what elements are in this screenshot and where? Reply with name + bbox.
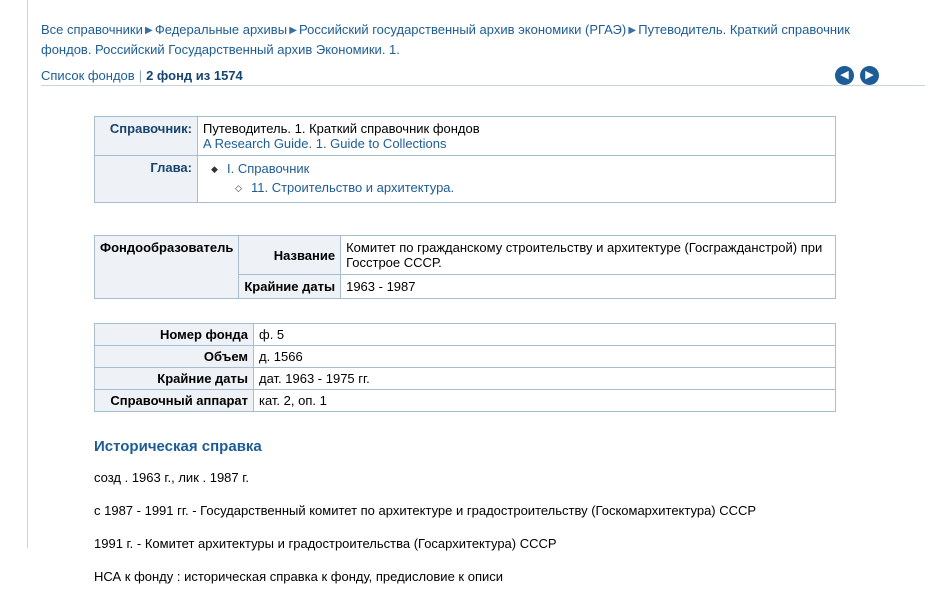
fund-volume-label: Объем xyxy=(95,346,254,368)
founder-name-value: Комитет по гражданскому строительству и архитектуре (Госгражданстрой) при Госстрое СССР. xyxy=(341,236,836,275)
subheader xyxy=(41,68,925,94)
record-navigation xyxy=(829,66,879,85)
historical-note-paragraph: созд . 1963 г., лик . 1987 г. xyxy=(94,470,250,485)
subheader-divider: | xyxy=(138,68,143,83)
table-row xyxy=(95,117,836,156)
chapter-list xyxy=(203,160,830,198)
next-record-icon[interactable]: ▶ xyxy=(860,66,879,85)
chapter-label: Глава: xyxy=(95,156,198,203)
header-divider xyxy=(41,85,925,86)
prev-record-icon[interactable]: ◀ xyxy=(835,66,854,85)
founder-table xyxy=(94,235,836,299)
fund-apparatus-value: кат. 2, оп. 1 xyxy=(254,390,836,412)
breadcrumb-separator-icon: ▶ xyxy=(289,25,297,36)
table-row xyxy=(95,390,836,412)
chapter-level2-link[interactable]: 11. Строительство и архитектура. xyxy=(251,180,455,195)
table-row xyxy=(95,324,836,346)
subheader-text xyxy=(41,68,925,83)
chapter-level1-link[interactable]: I. Справочник xyxy=(227,161,310,176)
fund-properties-section xyxy=(94,323,925,412)
handbook-label: Справочник: xyxy=(95,117,198,156)
fund-dates-label: Крайние даты xyxy=(95,368,254,390)
handbook-title-en-link[interactable]: A Research Guide. 1. Guide to Collections xyxy=(203,136,447,151)
breadcrumb xyxy=(41,0,861,59)
historical-note-title: Историческая справка xyxy=(94,438,262,455)
fund-apparatus-label: Справочный аппарат xyxy=(95,390,254,412)
breadcrumb-item-rgae[interactable]: Российский государственный архив экономики (РГАЭ) xyxy=(299,22,627,37)
founder-dates-value: 1963 - 1987 xyxy=(341,275,836,299)
breadcrumb-item-all-guides[interactable]: Все справочники xyxy=(41,22,143,37)
breadcrumb-separator-icon: ▶ xyxy=(628,25,637,36)
fund-volume-value: д. 1566 xyxy=(254,346,836,368)
breadcrumb-item-federal-archives[interactable]: Федеральные архивы xyxy=(154,22,288,37)
table-row xyxy=(95,346,836,368)
fund-number-label: Номер фонда xyxy=(95,324,254,346)
founder-label: Фондообразователь xyxy=(95,236,239,299)
chapter-level1-item xyxy=(203,160,830,178)
historical-note-section xyxy=(94,438,854,585)
fund-number-value: ф. 5 xyxy=(254,324,836,346)
page-content xyxy=(41,0,925,601)
handbook-table xyxy=(94,116,836,203)
chapter-level2-item xyxy=(203,178,830,198)
breadcrumb-separator-icon: ▶ xyxy=(145,25,153,36)
fund-counter: 2 фонд из 1574 xyxy=(146,68,243,83)
historical-note-paragraph: 1991 г. - Комитет архитектуры и градостроительства (Госархитектура) СССР xyxy=(94,536,557,551)
fund-properties-table xyxy=(94,323,836,412)
handbook-title-en xyxy=(203,136,830,151)
table-row xyxy=(95,368,836,390)
handbook-title-ru: Путеводитель. 1. Краткий справочник фондов xyxy=(203,121,480,136)
fund-dates-value: дат. 1963 - 1975 гг. xyxy=(254,368,836,390)
fund-list-link[interactable]: Список фондов xyxy=(41,68,135,83)
left-vertical-rule xyxy=(27,0,28,548)
founder-name-label: Название xyxy=(239,236,341,275)
historical-note-paragraph: НСА к фонду : историческая справка к фонду, предисловие к описи xyxy=(94,569,504,584)
handbook-value xyxy=(198,117,836,156)
handbook-section xyxy=(94,116,925,203)
historical-note-paragraph: с 1987 - 1991 гг. - Государственный комитет по архитектуре и градостроительству (Госкомархитектура) СССР xyxy=(94,503,757,518)
table-row xyxy=(95,156,836,203)
table-row xyxy=(95,236,836,275)
breadcrumb-item-current: Путеводитель. Краткий справочник фондов. Российский Государственный архив Экономики. 1. xyxy=(41,22,850,57)
founder-section xyxy=(94,235,925,299)
founder-dates-label: Крайние даты xyxy=(239,275,341,299)
chapter-value xyxy=(198,156,836,203)
